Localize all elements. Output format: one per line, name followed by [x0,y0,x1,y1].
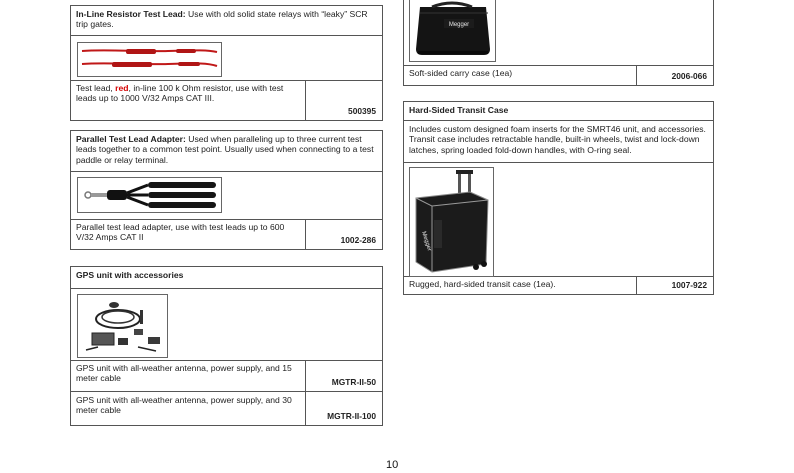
resistor-lead-title-desc: Use with old solid state relays with “leaky” SCR trip gates. [76,9,368,30]
carry-case-image [409,0,496,62]
gps-row-2-part-cell [305,392,382,425]
parallel-adapter-header [71,131,382,172]
transit-case-desc: Rugged, hard-sided transit case (1ea). [409,279,556,289]
resistor-lead-image-cell [71,36,382,81]
parallel-adapter-card [70,130,383,250]
parallel-adapter-image [77,177,222,213]
gps-image [77,294,168,358]
transit-case-logo: Megger [420,230,433,252]
parallel-adapter-desc: Parallel test lead adapter, use with test leads up to 600 V/32 Amps CAT II [76,222,285,243]
gps-row-2-desc: GPS unit with all-weather antenna, power supply, and 30 meter cable [76,395,292,416]
carry-case-part-cell [636,65,713,85]
gps-card [70,266,383,426]
transit-case-title-desc: Includes custom designed foam inserts for the SMRT46 unit, and accessories. Transit case includes retractable handle, built-in wheels, twist and lock-down latches, spring loaded fold-down handles, with O-ring seal. [409,124,706,155]
parallel-adapter-title: Parallel Test Lead Adapter: [76,134,186,144]
transit-case-part-cell [636,276,713,294]
carry-case-row [404,65,713,85]
gps-image-cell [71,289,382,361]
gps-row-1-desc: GPS unit with all-weather antenna, power supply, and 15 meter cable [76,363,292,384]
transit-case-header-desc-cell [404,121,713,163]
resistor-lead-card [70,5,383,121]
resistor-lead-image [77,42,222,77]
parallel-adapter-part-number: 1002-286 [340,234,376,245]
resistor-lead-desc: Test lead, red, in-line 100 k Ohm resistor, use with test leads up to 1000 V/32 Amps CAT III. [76,83,284,104]
resistor-lead-title: In-Line Resistor Test Lead: [76,9,186,19]
gps-row-2-part-number: MGTR-II-100 [327,410,376,421]
gps-row-1 [71,360,382,391]
transit-case-image-cell [404,163,713,277]
parallel-adapter-image-cell [71,172,382,220]
carry-case-desc: Soft-sided carry case (1ea) [409,68,513,78]
parallel-adapter-part-cell [305,219,382,249]
transit-case-row [404,276,713,294]
gps-row-2 [71,391,382,425]
carry-case-card [403,0,714,86]
resistor-lead-row [71,80,382,120]
carry-case-part-number: 2006-066 [671,70,707,81]
carry-case-image-cell [404,0,713,66]
parallel-adapter-title-desc: Used when paralleling up to three current test leads together to a common test point. Usually used when connecting to a test paddle or relay terminal. [76,134,374,165]
resistor-lead-color-word: red [115,83,129,93]
transit-case-part-number: 1007-922 [671,279,707,290]
transit-case-card [403,101,714,295]
parallel-adapter-row [71,219,382,249]
transit-case-image [409,167,494,277]
resistor-lead-header [71,6,382,36]
gps-row-1-part-number: MGTR-II-50 [331,376,376,387]
resistor-lead-part-cell [305,80,382,120]
gps-row-1-part-cell [305,360,382,391]
gps-title: GPS unit with accessories [76,270,184,280]
page-number: 10 [386,459,399,471]
transit-case-title-cell [404,102,713,121]
carry-case-logo: Megger [448,22,470,28]
transit-case-title: Hard-Sided Transit Case [409,105,509,115]
gps-header [71,267,382,289]
resistor-lead-part-number: 500395 [348,105,376,116]
